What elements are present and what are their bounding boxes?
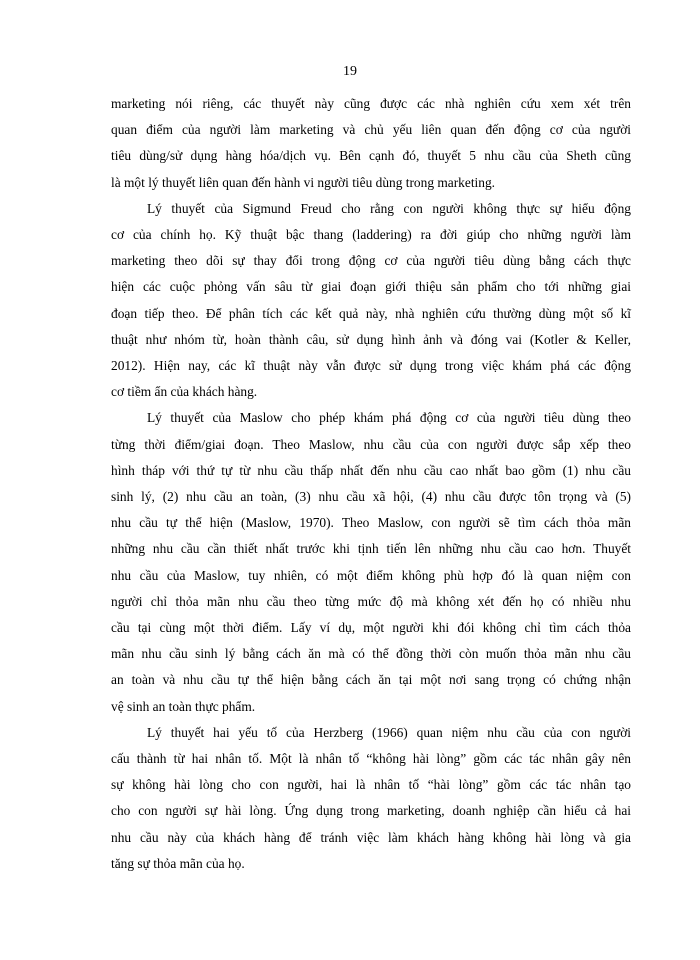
- text-line: người chỉ thỏa mãn nhu cầu theo từng mức độ mà không xét đến họ có nhiều nhu: [111, 593, 631, 609]
- page-number: 19: [343, 64, 357, 79]
- text-line: thuật như nhóm từ, hoàn thành câu, sử dụng hình ảnh và đóng vai (Kotler & Keller,: [111, 331, 631, 347]
- text-line: nhu cầu tự thể hiện (Maslow, 1970). Theo Maslow, con người sẽ tìm cách thỏa mãn: [111, 515, 631, 531]
- text-line: nhu cầu của Maslow, tuy nhiên, có một điểm không phù hợp đó là quan niệm con: [111, 567, 631, 583]
- paragraph: [111, 720, 631, 877]
- text-line: hiện các cuộc phỏng vấn sâu từ giai đoạn giới thiệu sản phẩm cho tới những giai: [111, 279, 631, 295]
- text-line: những nhu cầu cần thiết nhất trước khi tịnh tiến lên những nhu cầu cao hơn. Thuyết: [111, 541, 631, 557]
- text-line: quan điểm của người làm marketing và chủ yếu liên quan đến động cơ của người: [111, 122, 631, 138]
- text-line: 2012). Hiện nay, các kĩ thuật này vẫn được sử dụng trong việc khám phá các động: [111, 358, 631, 374]
- text-line: từng thời điểm/giai đoạn. Theo Maslow, nhu cầu của con người được sắp xếp theo: [111, 436, 631, 452]
- text-line: đoạn tiếp theo. Để phân tích các kết quả này, nhà nghiên cứu thường dùng một số kĩ: [111, 305, 631, 321]
- text-line: marketing theo dõi sự thay đổi trong động cơ của người tiêu dùng bằng cách thực: [111, 253, 631, 269]
- text-line: cho con người sự hài lòng. Ứng dụng trong marketing, doanh nghiệp cần hiểu cả hai: [111, 803, 631, 819]
- text-line: Lý thuyết của Sigmund Freud cho rằng con người không thực sự hiểu động: [147, 200, 631, 216]
- text-line: nhu cầu này của khách hàng để tránh việc làm khách hàng không hài lòng và gia: [111, 829, 631, 845]
- text-line: vệ sinh an toàn thực phẩm.: [111, 698, 256, 714]
- text-line: tăng sự thỏa mãn của họ.: [111, 855, 245, 871]
- text-line: cơ tiềm ẩn của khách hàng.: [111, 384, 258, 400]
- text-line: là một lý thuyết liên quan đến hành vi người tiêu dùng trong marketing.: [111, 174, 495, 190]
- text-line: an toàn và nhu cầu tự thể hiện bằng cách ăn tại một nơi sang trọng có chứng nhận: [111, 672, 631, 688]
- text-line: cơ của chính họ. Kỹ thuật bậc thang (laddering) ra đời giúp cho những người làm: [111, 227, 631, 243]
- text-line: mãn nhu cầu sinh lý bằng cách ăn mà có thể đồng thời còn muốn thỏa mãn nhu cầu: [111, 646, 631, 662]
- paragraph: [111, 196, 631, 406]
- text-line: cấu thành từ hai nhân tố. Một là nhân tố “không hài lòng” gồm các tác nhân gây nên: [111, 751, 631, 767]
- text-line: Lý thuyết của Maslow cho phép khám phá động cơ của người tiêu dùng theo: [147, 410, 631, 426]
- text-line: tiêu dùng/sử dụng hàng hóa/dịch vụ. Bên cạnh đó, thuyết 5 nhu cầu của Sheth cũng: [111, 148, 631, 164]
- text-line: hình tháp với thứ tự từ nhu cầu thấp nhất đến nhu cầu cao nhất bao gồm (1) nhu cầu: [111, 462, 631, 478]
- paragraph: [111, 405, 631, 719]
- text-line: sinh lý, (2) nhu cầu an toàn, (3) nhu cầu xã hội, (4) nhu cầu được tôn trọng và (5): [111, 489, 631, 505]
- text-line: Lý thuyết hai yếu tố của Herzberg (1966) quan niệm nhu cầu của con người: [147, 724, 631, 740]
- text-line: sự không hài lòng cho con người, hai là nhân tố “hài lòng” gồm các tác nhân tạo: [111, 777, 631, 793]
- text-line: marketing nói riêng, các thuyết này cũng được các nhà nghiên cứu xem xét trên: [111, 96, 631, 111]
- text-line: cầu tại cùng một thời điểm. Lấy ví dụ, một người khi đói không chỉ tìm cách thỏa: [111, 620, 631, 636]
- document-body: [111, 91, 631, 877]
- paragraph: [111, 91, 631, 196]
